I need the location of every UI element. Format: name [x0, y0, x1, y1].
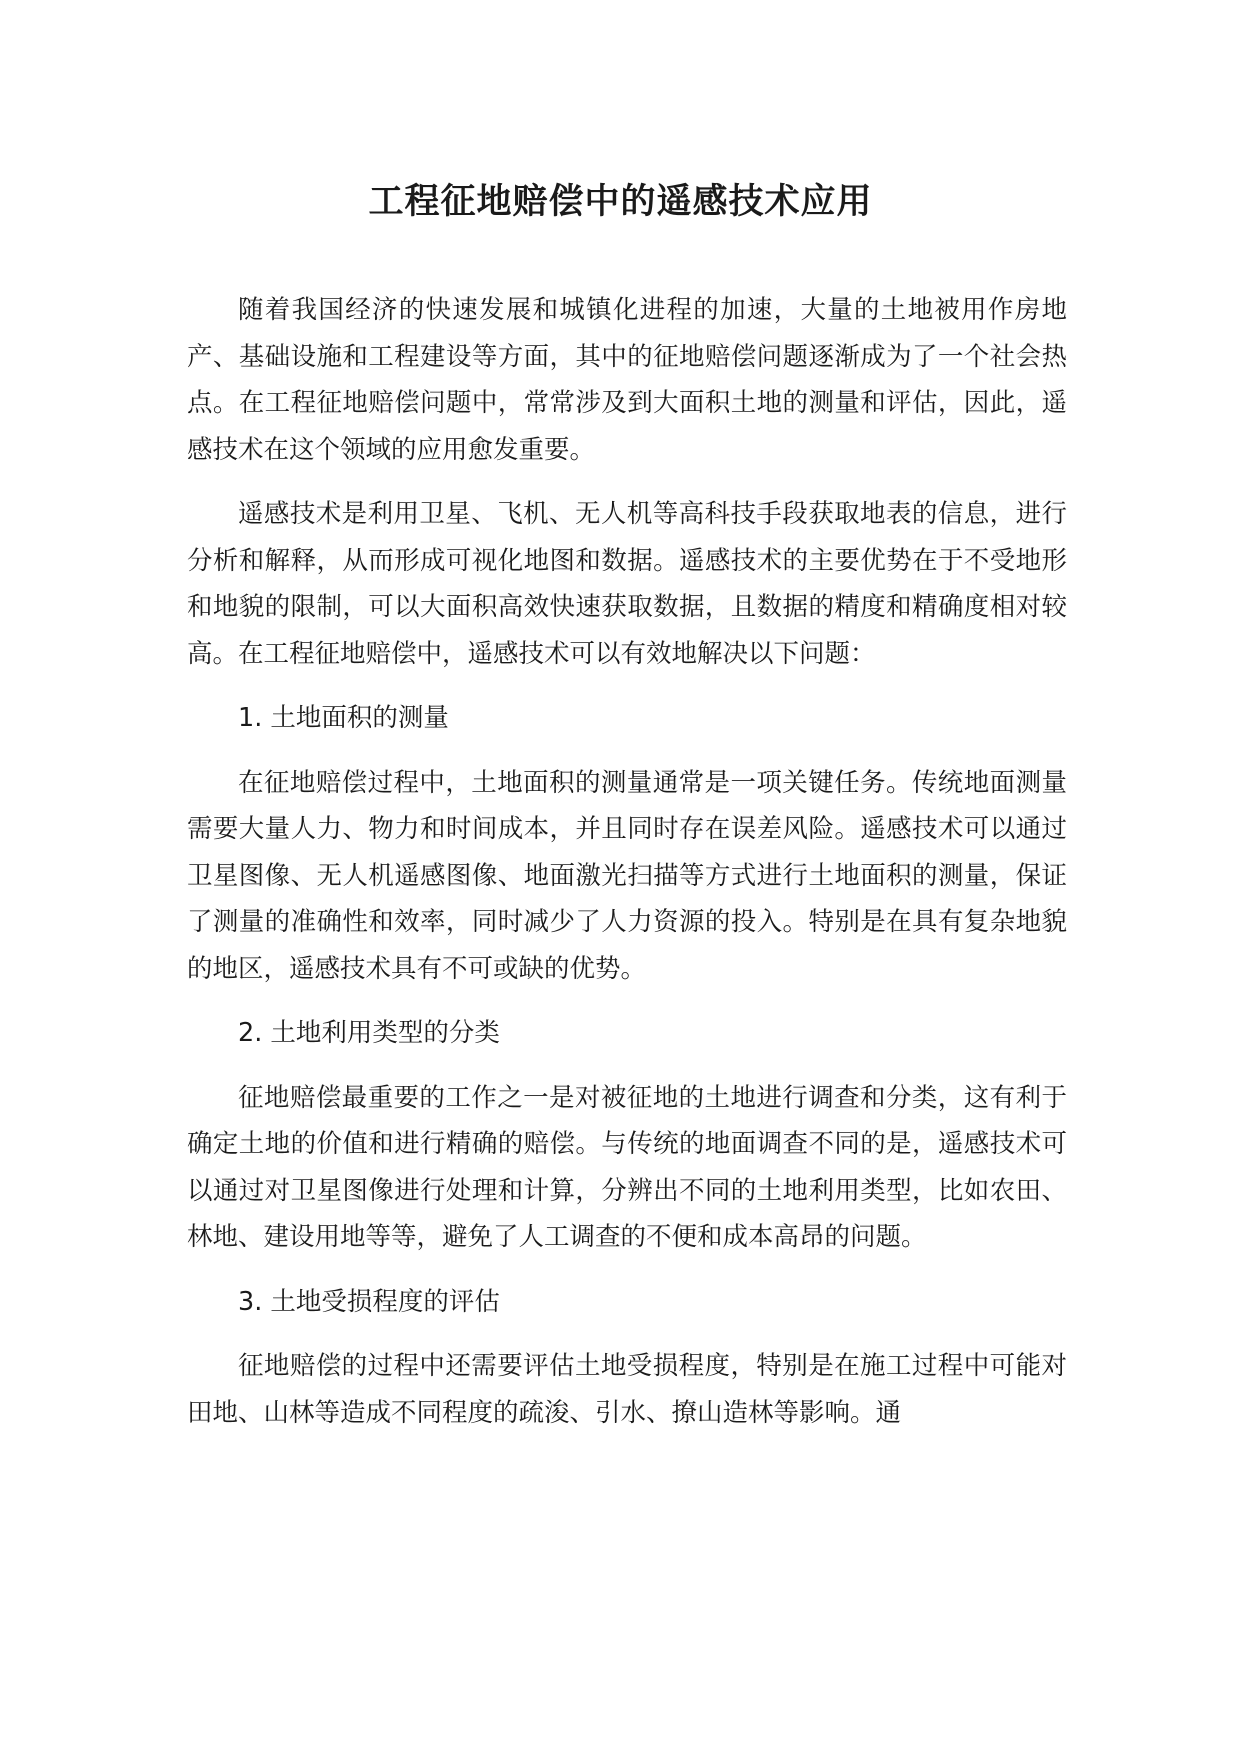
- section-heading-land-use: 2. 土地利用类型的分类: [238, 1018, 500, 1048]
- section-text-land-use: 征地赔偿最重要的工作之一是对被征地的土地进行调查和分类，这有利于确定土地的价值和进行精确的赔偿。与传统的地面调查不同的是，遥感技术可以通过对卫星图像进行处理和计算，分辨出不同的土地利用类型，比如农田、林地、建设用地等等，避免了人工调查的不便和成本高昂的问题。: [187, 1082, 1067, 1252]
- intro-paragraph-2: 遥感技术是利用卫星、飞机、无人机等高科技手段获取地表的信息，进行分析和解释，从而形成可视化地图和数据。遥感技术的主要优势在于不受地形和地貌的限制，可以大面积高效快速获取数据，且数据的精度和精确度相对较高。在工程征地赔偿中，遥感技术可以有效地解决以下问题：: [187, 499, 1067, 669]
- intro-paragraph-1: 随着我国经济的快速发展和城镇化进程的加速，大量的土地被用作房地产、基础设施和工程建设等方面，其中的征地赔偿问题逐渐成为了一个社会热点。在工程征地赔偿问题中，常常涉及到大面积土地的测量和评估，因此，遥感技术在这个领域的应用愈发重要。: [187, 295, 1067, 465]
- section-heading-land-area: 1. 土地面积的测量: [238, 703, 449, 733]
- section-text-land-area: 在征地赔偿过程中，土地面积的测量通常是一项关键任务。传统地面测量需要大量人力、物力和时间成本，并且同时存在误差风险。遥感技术可以通过卫星图像、无人机遥感图像、地面激光扫描等方式进行土地面积的测量，保证了测量的准确性和效率，同时减少了人力资源的投入。特别是在具有复杂地貌的地区，遥感技术具有不可或缺的优势。: [187, 767, 1067, 984]
- document-body: [187, 287, 1067, 1454]
- section-text-land-damage: 征地赔偿的过程中还需要评估土地受损程度，特别是在施工过程中可能对田地、山林等造成不同程度的疏浚、引水、撩山造林等影响。通: [187, 1351, 1067, 1428]
- section-heading-land-damage: 3. 土地受损程度的评估: [238, 1286, 500, 1317]
- document-title: 工程征地赔偿中的遥感技术应用: [368, 182, 873, 222]
